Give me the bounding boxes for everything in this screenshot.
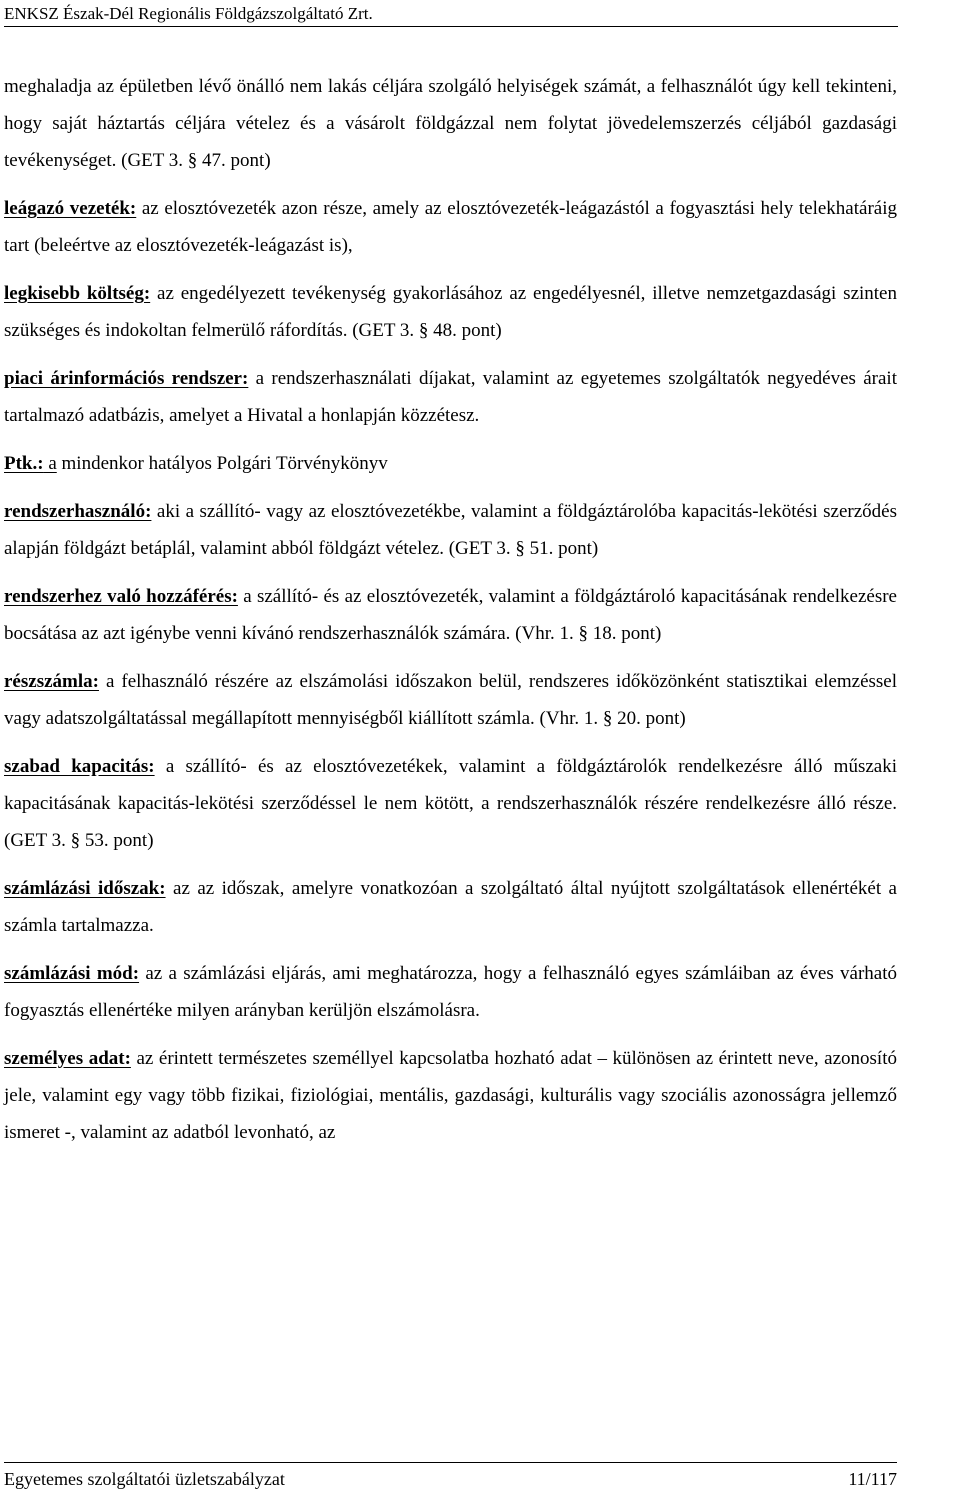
definition-ptk bbox=[4, 445, 897, 482]
definition-term: számlázási időszak: bbox=[4, 878, 166, 899]
page-number: 11/117 bbox=[848, 1469, 897, 1489]
definition-text: a szállító- és az elosztóvezetékek, valamint a földgáztárolók rendelkezésre álló műszaki kapacitásának kapacitás-lekötési szerződéssel le nem kötött, a rendszerhasználók részére rendelkezésre álló része. (GET 3. § 53. pont) bbox=[4, 756, 897, 851]
footer-document-title: Egyetemes szolgáltatói üzletszabályzat bbox=[4, 1469, 285, 1489]
definition-term: részszámla: bbox=[4, 671, 99, 692]
definition-text: az érintett természetes személlyel kapcsolatba hozható adat – különösen az érintett neve, azonosító jele, valamint egy vagy több fizikai, fiziológiai, mentális, gazdasági, kulturális vagy szociális azonosságra jellemző ismeret -, valamint az adatból levonható, az bbox=[4, 1048, 897, 1143]
definition-piaci-arinformacios-rendszer bbox=[4, 360, 897, 434]
definition-legkisebb-koltseg bbox=[4, 275, 897, 349]
definition-text: mindenkor hatályos Polgári Törvénykönyv bbox=[56, 453, 388, 474]
definition-szamlazasi-mod bbox=[4, 955, 897, 1029]
definition-term: rendszerhasználó: bbox=[4, 501, 152, 522]
header-divider bbox=[4, 26, 898, 27]
definition-leagazo-vezetek bbox=[4, 190, 897, 264]
footer-divider bbox=[4, 1462, 897, 1463]
definition-szabad-kapacitas bbox=[4, 748, 897, 859]
definition-szemelyes-adat bbox=[4, 1040, 897, 1151]
definition-term: rendszerhez való hozzáférés: bbox=[4, 586, 238, 607]
definition-term: személyes adat: bbox=[4, 1048, 131, 1069]
definition-term: számlázási mód: bbox=[4, 963, 140, 984]
definition-text: a rendszerhasználati díjakat, valamint az egyetemes szolgáltatók negyedéves árait tartalmazó adatbázis, amelyet a Hivatal a honlapján közzétesz. bbox=[4, 368, 897, 426]
paragraph-continuation bbox=[4, 68, 897, 179]
definition-rendszerhez-valo-hozzaferes bbox=[4, 578, 897, 652]
definition-term-tail: a bbox=[43, 453, 57, 474]
definition-term: legkisebb költség: bbox=[4, 283, 151, 304]
definition-text: az engedélyezett tevékenység gyakorlásához az engedélyesnél, illetve nemzetgazdasági szinten szükséges és indokoltan felmerülő ráfordítás. (GET 3. § 48. pont) bbox=[4, 283, 897, 341]
definition-term: piaci árinformációs rendszer: bbox=[4, 368, 249, 389]
definition-term: szabad kapacitás: bbox=[4, 756, 155, 777]
definition-szamlazasi-idoszak bbox=[4, 870, 897, 944]
definition-reszszamla bbox=[4, 663, 897, 737]
definition-text: az az időszak, amelyre vonatkozóan a szolgáltató által nyújtott szolgáltatások ellenértékét a számla tartalmazza. bbox=[4, 878, 897, 936]
definition-term: Ptk.: bbox=[4, 453, 44, 474]
definition-text: a szállító- és az elosztóvezeték, valamint a földgáztároló kapacitásának rendelkezésre bocsátása az azt igénybe venni kívánó rendszerhasználók számára. (Vhr. 1. § 18. pont) bbox=[4, 586, 897, 644]
definition-text: az elosztóvezeték azon része, amely az elosztóvezeték-leágazástól a fogyasztási hely telekhatáráig tart (beleértve az elosztóvezeték-leágazást is), bbox=[4, 198, 897, 256]
definition-rendszerhasznalo bbox=[4, 493, 897, 567]
document-body bbox=[4, 68, 897, 1162]
definition-term: leágazó vezeték: bbox=[4, 198, 137, 219]
definition-text: a felhasználó részére az elszámolási időszakon belül, rendszeres időközönként statisztikai elemzéssel vagy adatszolgáltatással megállapított mennyiségből kiállított számla. (Vhr. 1. § 20. pont) bbox=[4, 671, 897, 729]
paragraph-text: meghaladja az épületben lévő önálló nem lakás céljára szolgáló helyiségek számát, a felhasználót úgy kell tekinteni, hogy saját háztartás céljára vételez és a vásárolt földgázzal nem folytat jövedelemszerzés céljából gazdasági tevékenységet. (GET 3. § 47. pont) bbox=[4, 76, 897, 171]
definition-text: aki a szállító- vagy az elosztóvezetékbe, valamint a földgáztárolóba kapacitás-lekötési szerződés alapján földgázt betáplál, valamint abból földgázt vételez. (GET 3. § 51. pont) bbox=[4, 501, 897, 559]
company-name: ENKSZ Észak-Dél Regionális Földgázszolgáltató Zrt. bbox=[4, 4, 373, 23]
page-header bbox=[4, 4, 956, 24]
definition-text: az a számlázási eljárás, ami meghatározza, hogy a felhasználó egyes számláiban az éves várható fogyasztás ellenértéke milyen arányban kerüljön elszámolásra. bbox=[4, 963, 897, 1021]
page-footer bbox=[4, 1468, 897, 1490]
